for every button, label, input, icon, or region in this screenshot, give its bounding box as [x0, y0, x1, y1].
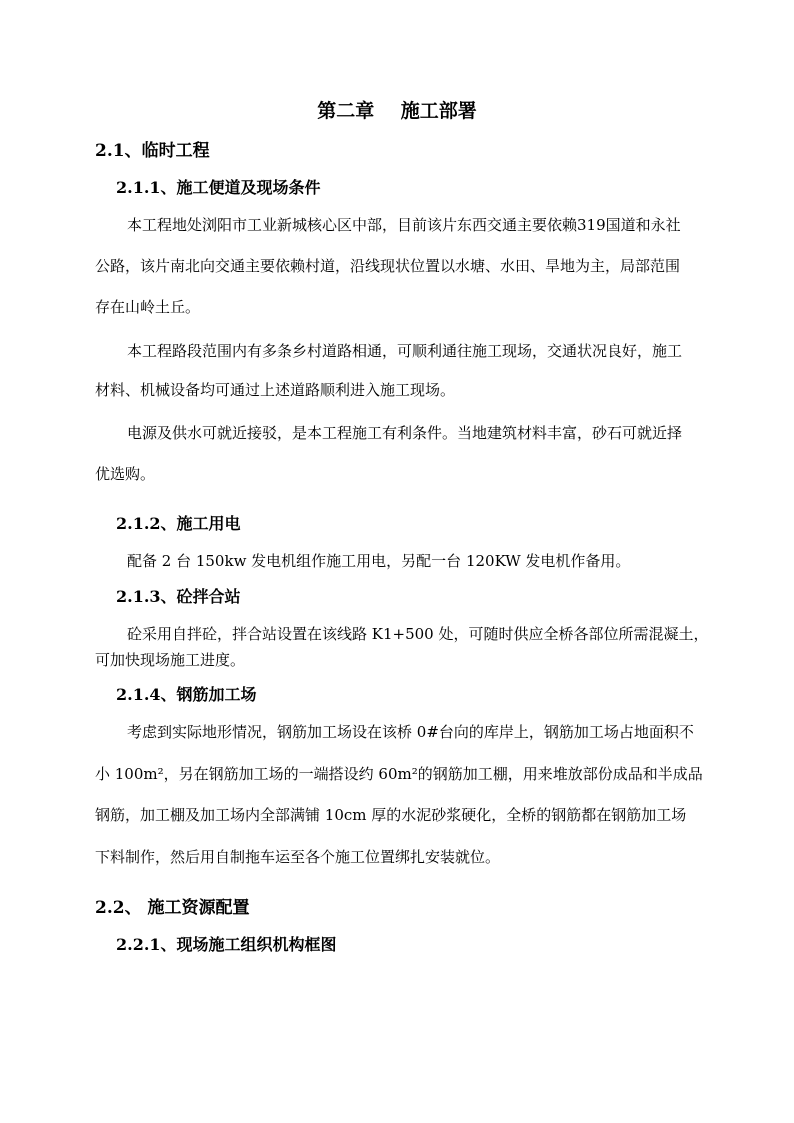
paragraph-line: 下料制作，然后用自制拖车运至各个施工位置绑扎安装就位。 — [95, 848, 501, 866]
chapter-title: 第二章 施工部署 — [317, 100, 477, 122]
paragraph-line: 配备 2 台 150kw 发电机组作施工用电，另配一台 120KW 发电机作备用。 — [127, 552, 631, 570]
section-heading-2-1-1: 2.1.1、施工便道及现场条件 — [116, 178, 321, 197]
paragraph-line: 小 100m²，另在钢筋加工场的一端搭设约 60m²的钢筋加工棚，用来堆放部份成品和半成品 — [95, 765, 703, 783]
section-heading-2-1-3: 2.1.3、砼拌合站 — [116, 587, 241, 606]
section-heading-2-1: 2.1、临时工程 — [95, 141, 210, 161]
paragraph-line: 材料、机械设备均可通过上述道路顺利进入施工现场。 — [95, 381, 456, 399]
paragraph-line: 电源及供水可就近接驳，是本工程施工有利条件。当地建筑材料丰富，砂石可就近择 — [127, 424, 683, 442]
section-heading-2-1-4: 2.1.4、钢筋加工场 — [116, 685, 257, 704]
paragraph-line: 砼采用自拌砼，拌合站设置在该线路 K1+500 处，可随时供应全桥各部位所需混凝土， — [127, 625, 709, 643]
paragraph-line: 考虑到实际地形情况，钢筋加工场设在该桥 0#台向的库岸上，钢筋加工场占地面积不 — [127, 723, 694, 741]
paragraph-line: 可加快现场施工进度。 — [95, 651, 246, 669]
paragraph-line: 公路，该片南北向交通主要依赖村道，沿线现状位置以水塘、水田、旱地为主，局部范围 — [95, 257, 681, 275]
paragraph-line: 本工程路段范围内有多条乡村道路相通，可顺利通往施工现场，交通状况良好，施工 — [127, 342, 683, 360]
paragraph-line: 优选购。 — [95, 465, 156, 483]
section-heading-2-2-1: 2.2.1、现场施工组织机构框图 — [116, 935, 337, 954]
section-heading-2-1-2: 2.1.2、施工用电 — [116, 514, 241, 533]
paragraph-line: 本工程地处浏阳市工业新城核心区中部，目前该片东西交通主要依赖319国道和永社 — [127, 216, 681, 234]
section-heading-2-2: 2.2、 施工资源配置 — [95, 898, 250, 918]
paragraph-line: 存在山岭土丘。 — [95, 298, 201, 316]
paragraph-line: 钢筋，加工棚及加工场内全部满铺 10cm 厚的水泥砂浆硬化，全桥的钢筋都在钢筋加工场 — [95, 806, 687, 824]
